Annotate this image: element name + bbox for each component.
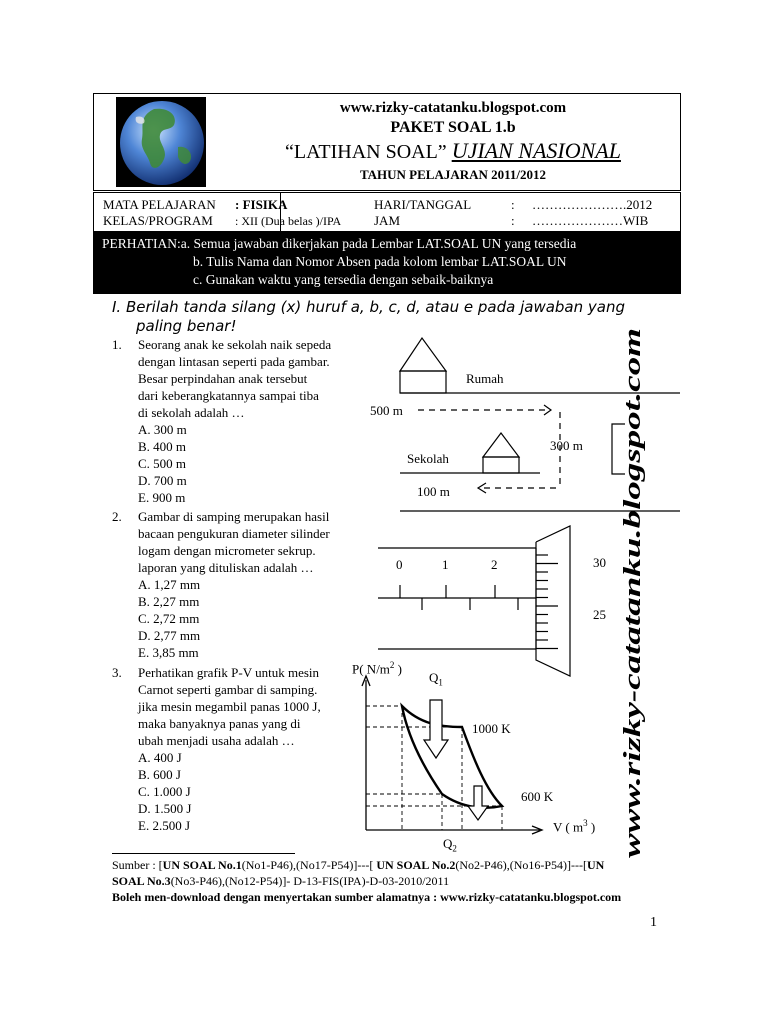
header-tahun: TAHUN PELAJARAN 2011/2012 xyxy=(359,167,547,182)
option-2c[interactable]: C. 2,72 mm xyxy=(138,611,200,626)
question-1-number: 1. xyxy=(112,337,122,352)
q1-sub: 1 xyxy=(438,677,443,688)
jam-label: JAM xyxy=(374,213,401,228)
question-3-line: Carnot seperti gambar di samping. xyxy=(138,682,318,697)
question-1-line: di sekolah adalah … xyxy=(138,405,245,420)
question-3-line: ubah menjadi usaha adalah … xyxy=(138,733,295,748)
label-500m: 500 m xyxy=(370,403,403,418)
source-text: (No1-P46),(No17-P54)]---[ xyxy=(241,858,377,872)
question-3-number: 3. xyxy=(112,665,122,680)
jam-colon: : xyxy=(511,213,515,228)
source-text: UN xyxy=(587,858,605,872)
q1-label xyxy=(429,670,443,688)
question-1-line: dengan lintasan seperti pada gambar. xyxy=(138,354,330,369)
school-body xyxy=(483,457,519,473)
source-text: Sumber : [ xyxy=(112,858,163,872)
source-text: UN SOAL xyxy=(376,858,432,872)
question-2-line: logam dengan micrometer sekrup. xyxy=(138,543,316,558)
p-axis-label xyxy=(352,660,402,677)
source-line-1 xyxy=(112,857,621,873)
option-1d[interactable]: D. 700 m xyxy=(138,473,187,488)
option-3d[interactable]: D. 1.500 J xyxy=(138,801,192,816)
q2-text: Q xyxy=(443,836,453,851)
page-number: 1 xyxy=(650,915,657,930)
v-axis-label xyxy=(553,818,595,835)
q2-arrow-icon xyxy=(468,786,488,820)
source-text: No.3 xyxy=(147,874,171,888)
option-2b[interactable]: B. 2,27 mm xyxy=(138,594,200,609)
option-2a[interactable]: A. 1,27 mm xyxy=(138,577,201,592)
source-text: UN SOAL xyxy=(162,858,219,872)
question-2-line: Gambar di samping merupakan hasil xyxy=(138,509,330,524)
notice-b: b. Tulis Nama dan Nomor Absen pada kolom lembar LAT.SOAL UN xyxy=(193,254,567,269)
question-1-line: Seorang anak ke sekolah naik sepeda xyxy=(138,337,332,352)
label-rumah: Rumah xyxy=(466,371,504,386)
micrometer-label-2: 2 xyxy=(491,557,498,572)
source-text: (No3-P46),(No12-P54)]- D-13-FIS(IPA)-D-03-2010/2011 xyxy=(170,874,450,888)
mapel-label: MATA PELAJARAN xyxy=(103,197,216,212)
q1-text: Q xyxy=(429,670,439,685)
header-website: www.rizky-catatanku.blogspot.com xyxy=(339,100,567,116)
source-block xyxy=(112,857,621,905)
option-2e[interactable]: E. 3,85 mm xyxy=(138,645,199,660)
v-axis-close: ) xyxy=(587,819,596,835)
question-3-line: maka banyaknya panas yang di xyxy=(138,716,301,731)
label-100m: 100 m xyxy=(417,484,450,499)
q2-sub: 2 xyxy=(452,843,457,854)
micrometer-label-1: 1 xyxy=(442,557,449,572)
section-instruction-line1: I. Berilah tanda silang (x) huruf a, b, c, d, atau e pada jawaban yang xyxy=(112,298,625,316)
option-1c[interactable]: C. 500 m xyxy=(138,456,187,471)
v-axis-sup: 3 xyxy=(583,818,588,828)
option-3b[interactable]: B. 600 J xyxy=(138,767,181,782)
option-3c[interactable]: C. 1.000 J xyxy=(138,784,191,799)
header-title-quoted: “LATIHAN SOAL” xyxy=(285,141,447,163)
label-600k: 600 K xyxy=(521,789,554,804)
figure-3-pv-diagram xyxy=(362,676,542,834)
v-axis-text: V ( m xyxy=(553,819,584,835)
question-3-line: Perhatikan grafik P-V untuk mesin xyxy=(138,665,320,680)
mapel-value: : FISIKA xyxy=(235,197,288,212)
source-text: No.2 xyxy=(431,858,456,872)
kelas-label: KELAS/PROGRAM xyxy=(103,213,213,228)
question-2-line: laporan yang dituliskan adalah … xyxy=(138,560,314,575)
label-1000k: 1000 K xyxy=(472,721,511,736)
notice-c: c. Gunakan waktu yang tersedia dengan sebaik-baiknya xyxy=(193,272,494,287)
source-text: (No2-P46),(No16-P54)]---[ xyxy=(455,858,588,872)
watermark xyxy=(610,322,650,862)
question-3-line: jika mesin megambil panas 1000 J, xyxy=(138,699,321,714)
option-1b[interactable]: B. 400 m xyxy=(138,439,187,454)
label-sekolah: Sekolah xyxy=(407,451,449,466)
thimble-label-30: 30 xyxy=(593,555,606,570)
thimble xyxy=(536,526,570,676)
source-text: No.1 xyxy=(218,858,242,872)
option-2d[interactable]: D. 2,77 mm xyxy=(138,628,201,643)
section-instruction-line2: paling benar! xyxy=(136,317,237,335)
house-body xyxy=(400,371,446,393)
thimble-label-25: 25 xyxy=(593,607,606,622)
hari-value: ………………….2012 xyxy=(532,197,653,212)
p-axis-sup: 2 xyxy=(389,660,395,670)
question-2-number: 2. xyxy=(112,509,122,524)
option-3e[interactable]: E. 2.500 J xyxy=(138,818,190,833)
micrometer-label-0: 0 xyxy=(396,557,403,572)
header-paket: PAKET SOAL 1.b xyxy=(390,119,516,136)
question-1-line: dari keberangkatannya sampai tiba xyxy=(138,388,319,403)
q1-arrow-icon xyxy=(424,700,448,758)
source-text: SOAL xyxy=(112,874,148,888)
q2-label xyxy=(443,836,457,854)
option-1e[interactable]: E. 900 m xyxy=(138,490,186,505)
notice-a: PERHATIAN:a. Semua jawaban dikerjakan pada Lembar LAT.SOAL UN yang tersedia xyxy=(102,236,577,251)
p-axis-text: P( N/m xyxy=(352,661,390,677)
option-1a[interactable]: A. 300 m xyxy=(138,422,187,437)
jam-value: …………………WIB xyxy=(532,213,649,228)
source-line-3: Boleh men-download dengan menyertakan sumber alamatnya : www.rizky-catatanku.blogspot.com xyxy=(112,890,622,904)
arrow-head xyxy=(544,405,551,415)
source-line-2 xyxy=(112,873,621,889)
label-300m: 300 m xyxy=(550,438,583,453)
school-roof xyxy=(483,433,519,457)
house-roof xyxy=(400,338,446,371)
option-3a[interactable]: A. 400 J xyxy=(138,750,182,765)
question-1-line: Besar perpindahan anak tersebut xyxy=(138,371,308,386)
p-axis-close: ) xyxy=(394,661,403,677)
kelas-value: : XII (Dua belas )/IPA xyxy=(235,214,342,228)
source-divider xyxy=(112,853,295,854)
question-2-line: bacaan pengukuran diameter silinder xyxy=(138,526,330,541)
hari-label: HARI/TANGGAL xyxy=(374,197,472,212)
thimble-ticks xyxy=(536,555,558,649)
hari-colon: : xyxy=(511,197,515,212)
header-title-big: UJIAN NASIONAL xyxy=(451,138,621,163)
figure-2-micrometer xyxy=(378,526,570,676)
watermark-text: www.rizky-catatanku.blogspot.com xyxy=(620,514,646,858)
